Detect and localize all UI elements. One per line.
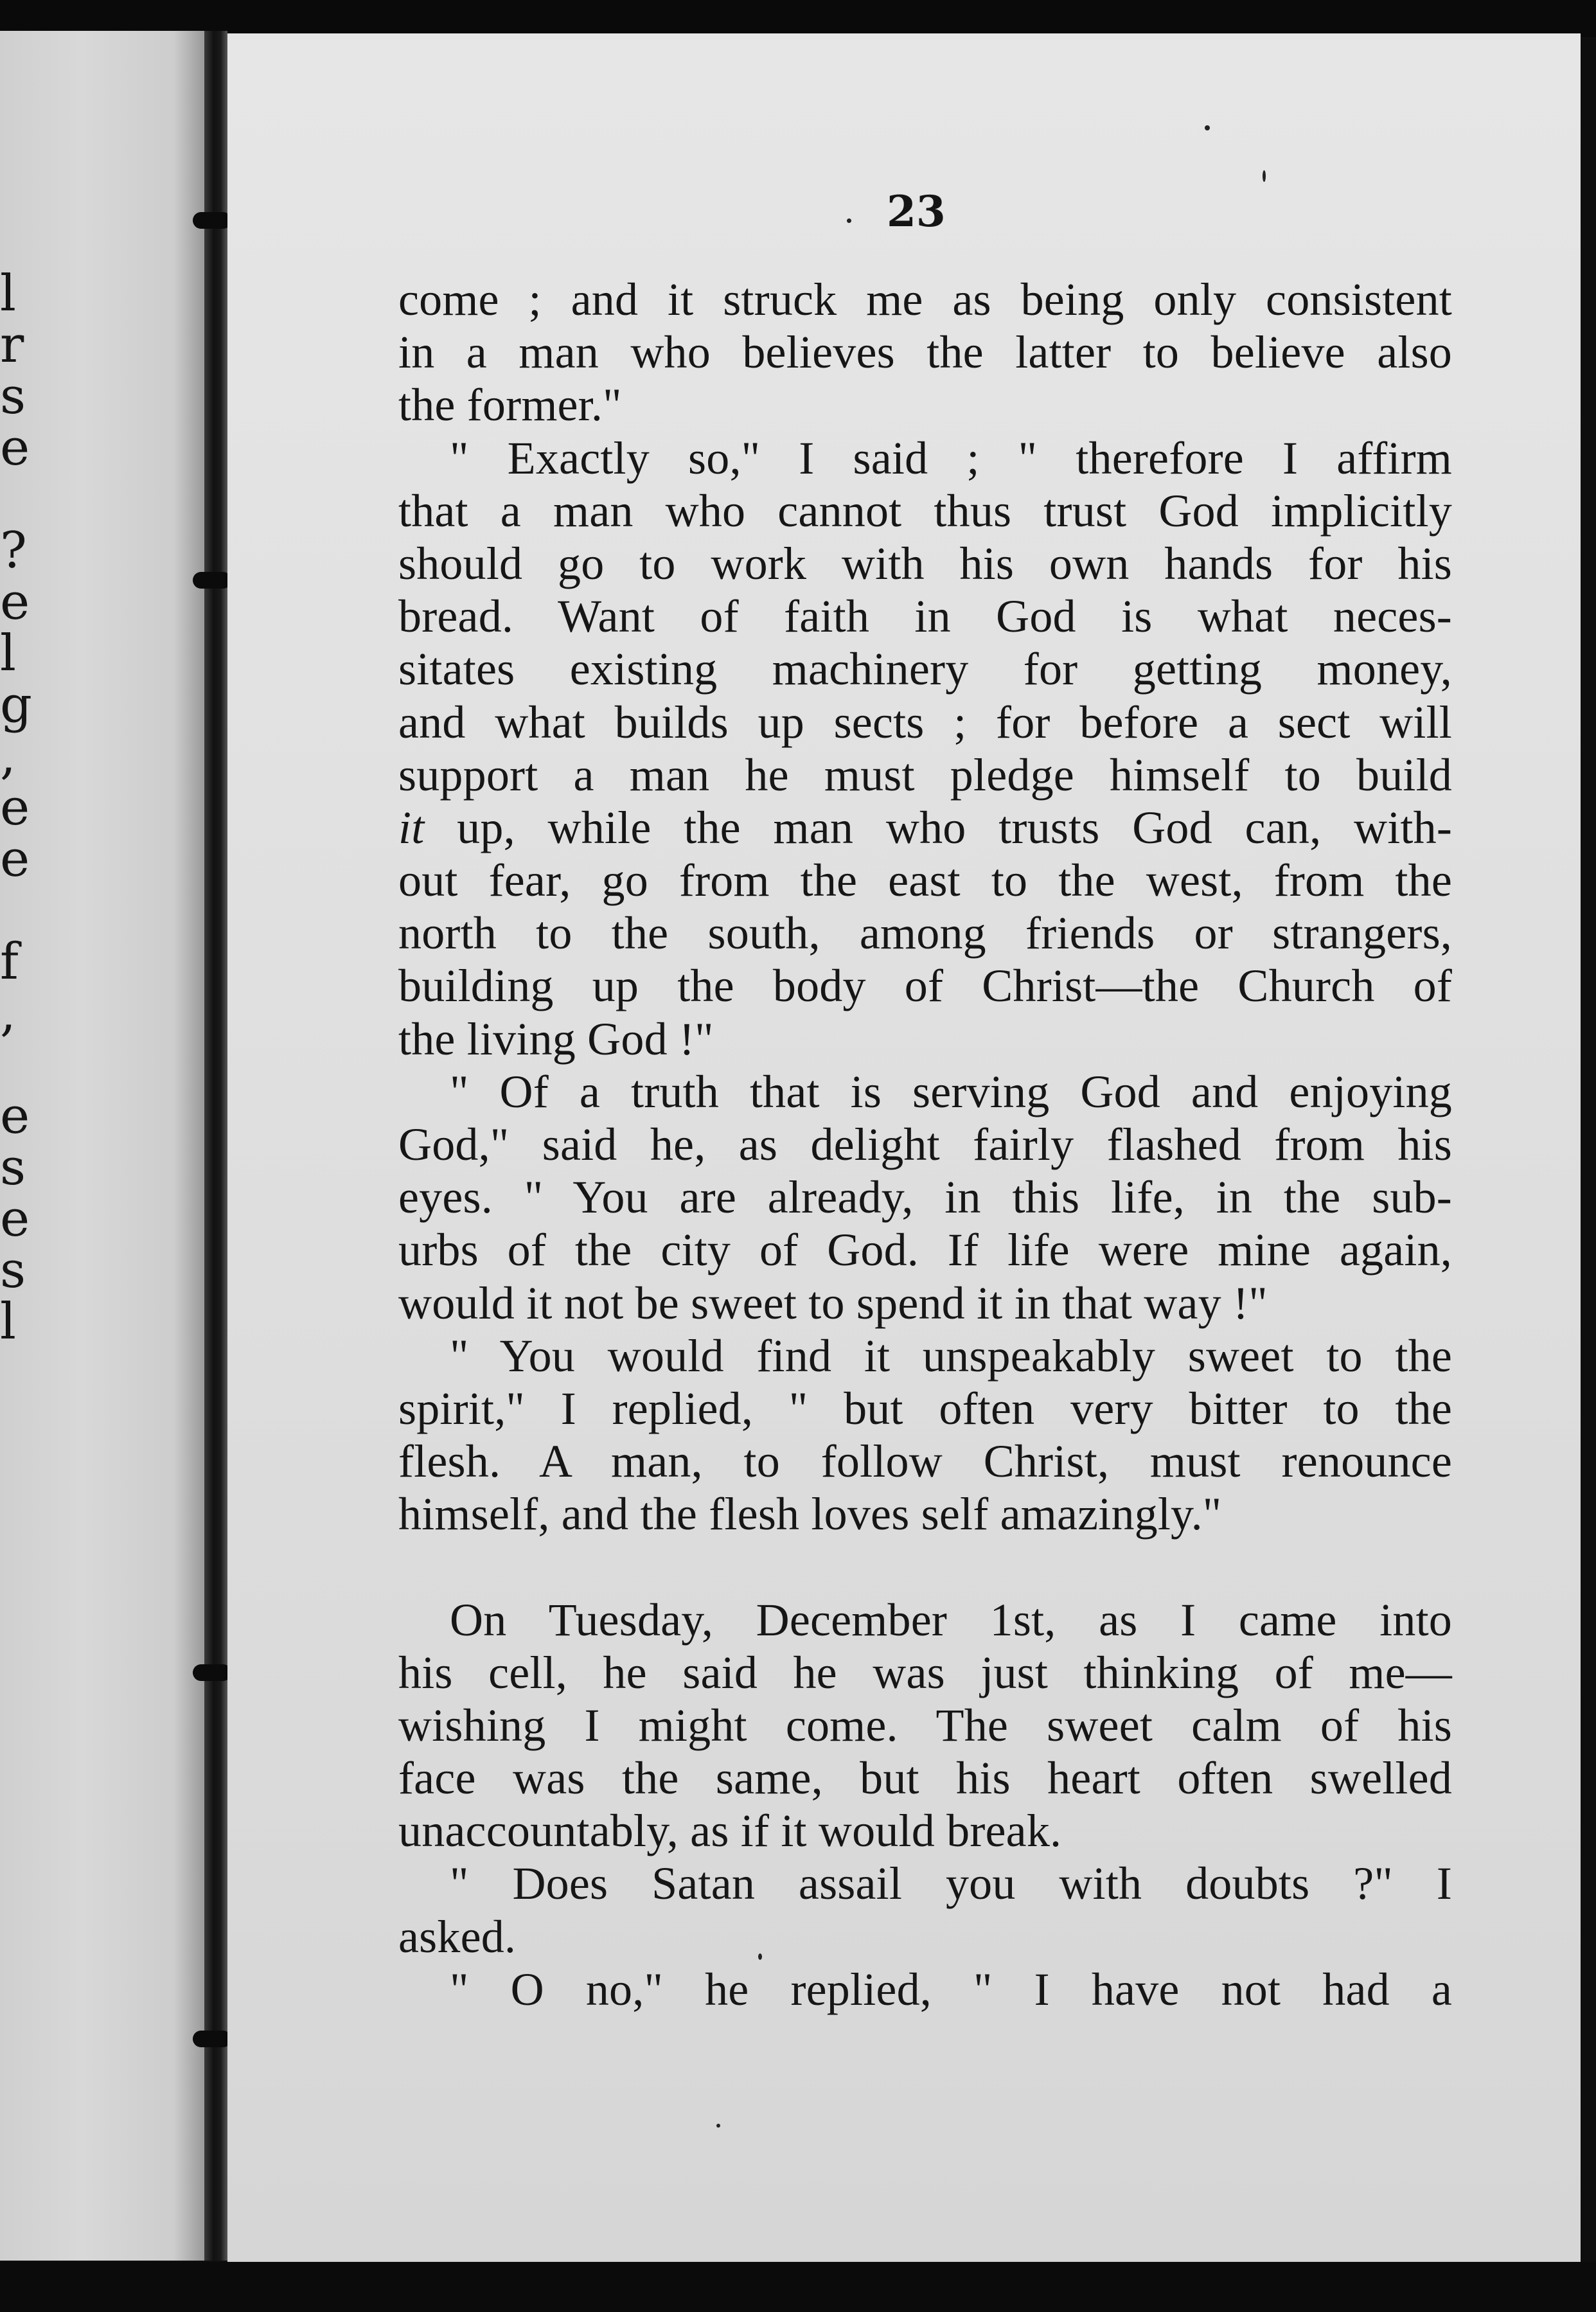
text-fragment: up, while the man who trusts God can, with-	[424, 801, 1452, 853]
text-line: " Of a truth that is serving God and enjoying	[450, 1065, 1452, 1117]
facing-page-char: e	[0, 779, 30, 837]
facing-page-char: l	[0, 625, 16, 682]
text-line: in a man who believes the latter to believe also	[398, 326, 1452, 378]
text-line: flesh. A man, to follow Christ, must renounce	[398, 1436, 1452, 1488]
facing-page-char: s	[0, 1139, 26, 1196]
facing-page-char: r	[0, 316, 24, 374]
facing-page-char: g	[0, 676, 32, 734]
facing-page-char: ,	[0, 984, 16, 1042]
facing-page-char: e	[0, 1087, 30, 1145]
text-line: spirit," I replied, " but often very bitter to the	[398, 1382, 1452, 1434]
text-line: the living God !"	[398, 1013, 714, 1065]
facing-page-char: s	[0, 368, 26, 425]
facing-page-char: e	[0, 573, 30, 631]
facing-page-char: e	[0, 419, 30, 477]
text-line: himself, and the flesh loves self amazingly."	[398, 1488, 1222, 1540]
facing-page-char: s	[0, 1241, 26, 1299]
text-line: unaccountably, as if it would break.	[398, 1805, 1062, 1857]
body-text	[398, 273, 1452, 2016]
binding-stitch	[193, 572, 231, 589]
page-right-border	[1581, 39, 1596, 2312]
text-line: " Does Satan assail you with doubts ?" I	[450, 1858, 1452, 1910]
binding-stitch	[193, 212, 231, 229]
text-line: his cell, he said he was just thinking of me—	[398, 1646, 1452, 1698]
text-line: " You would find it unspeakably sweet to the	[450, 1329, 1452, 1382]
text-line: " Exactly so," I said ; " therefore I affirm	[450, 432, 1452, 484]
page-number: 23	[887, 186, 946, 236]
text-line: and what builds up sects ; for before a sect will	[398, 696, 1452, 748]
paper-speck	[1205, 125, 1210, 130]
text-line: bread. Want of faith in God is what neces-	[398, 591, 1452, 643]
text-line: eyes. " You are already, in this life, in the sub-	[398, 1171, 1452, 1223]
binding-stitch	[193, 2031, 231, 2047]
book-gutter	[204, 31, 227, 2261]
text-line: the former."	[398, 379, 622, 431]
text-line: support a man he must pledge himself to build	[398, 749, 1452, 801]
text-line: that a man who cannot thus trust God implicitly	[398, 485, 1452, 537]
text-line: asked.	[398, 1910, 517, 1962]
binding-stitch	[193, 1664, 231, 1681]
facing-page-char: e	[0, 1190, 30, 1248]
text-line: face was the same, but his heart often swelled	[398, 1752, 1452, 1804]
text-line: come ; and it struck me as being only consistent	[398, 274, 1452, 325]
paper-speck	[1263, 170, 1266, 182]
text-line: sitates existing machinery for getting money,	[398, 643, 1452, 695]
text-line: On Tuesday, December 1st, as I came into	[450, 1594, 1452, 1646]
facing-page-char: e	[0, 830, 30, 888]
facing-page-char: l	[0, 265, 16, 323]
facing-page-char: ?	[0, 522, 27, 580]
text-line: God," said he, as delight fairly flashed from his	[398, 1119, 1452, 1170]
text-line: wishing I might come. The sweet calm of his	[398, 1699, 1452, 1751]
text-line: out fear, go from the east to the west, from the	[398, 855, 1452, 907]
bottom-border	[0, 2262, 1596, 2312]
text-line: " O no," he replied, " I have not had a	[450, 1963, 1452, 2015]
text-line: urbs of the city of God. If life were mine again,	[398, 1224, 1452, 1276]
text-line: building up the body of Christ—the Church of	[398, 960, 1452, 1012]
section-break	[398, 1541, 1452, 1594]
text-line: would it not be sweet to spend it in that way !"	[398, 1277, 1268, 1329]
facing-page-char: l	[0, 1293, 16, 1351]
italic-word: it	[398, 801, 425, 853]
top-border	[0, 0, 1596, 37]
facing-page-char: ,	[0, 727, 16, 785]
text-line: should go to work with his own hands for his	[398, 537, 1452, 589]
text-line: north to the south, among friends or strangers,	[398, 907, 1452, 959]
facing-page-char: f	[0, 933, 19, 991]
text-line	[398, 801, 1452, 854]
paper-speck	[716, 2124, 720, 2128]
facing-page-edge	[0, 31, 204, 2261]
paper-speck	[847, 218, 851, 223]
